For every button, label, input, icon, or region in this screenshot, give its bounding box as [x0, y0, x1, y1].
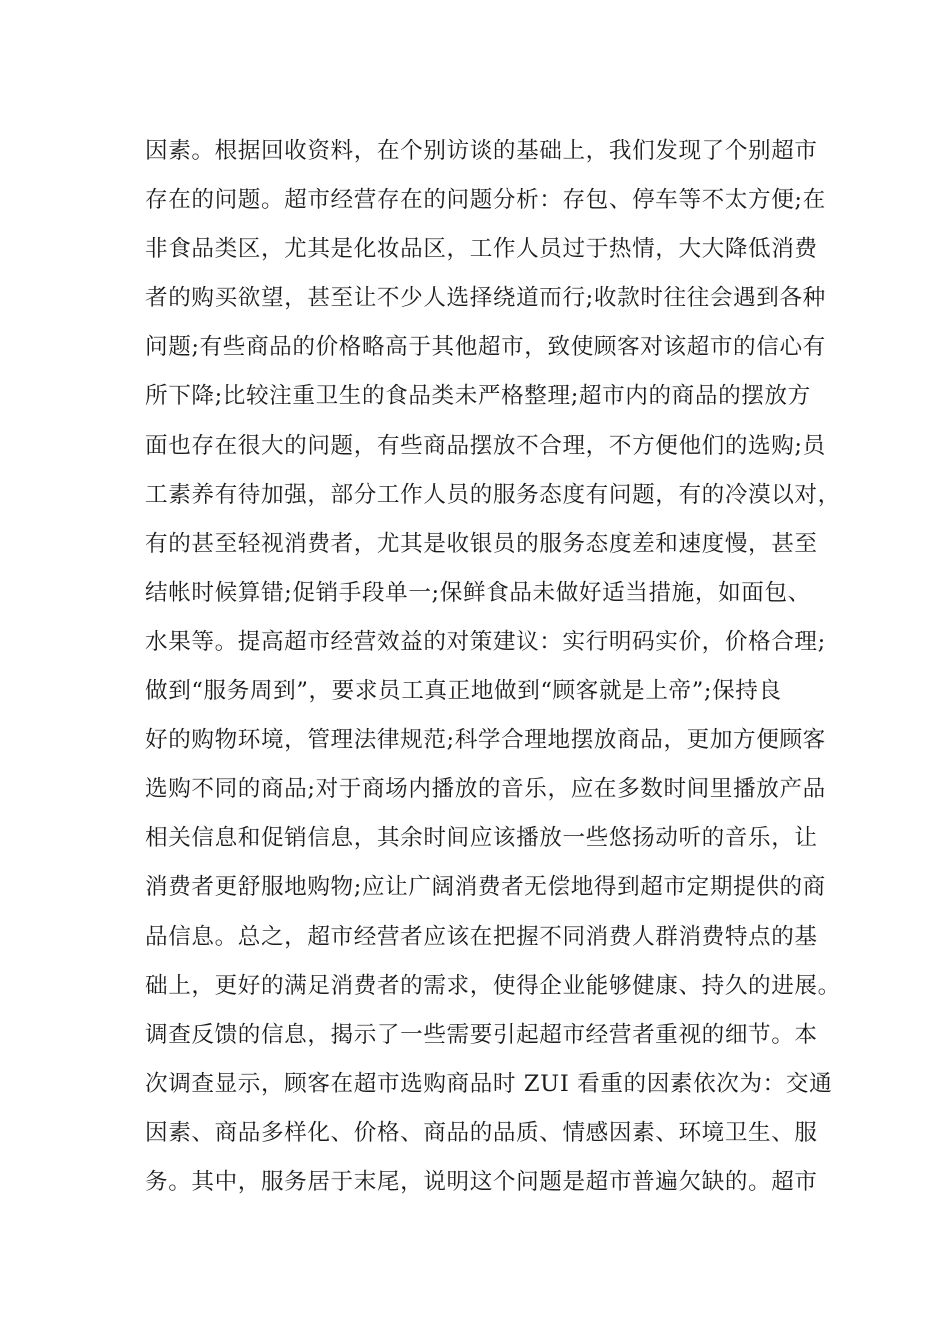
text-line: 结帐时候算错;促销手段单一;保鲜食品未做好适当措施，如面包、	[145, 579, 811, 606]
text-line: 者的购买欲望，甚至让不少人选择绕道而行;收款时往往会遇到各种	[145, 285, 826, 312]
text-line: 存在的问题。超市经营存在的问题分析：存包、停车等不太方便;在	[145, 187, 826, 214]
text-line: 因素。根据回收资料，在个别访谈的基础上，我们发现了个别超市	[145, 138, 818, 164]
text-line: 好的购物环境，管理法律规范;科学合理地摆放商品，更加方便顾客	[145, 727, 826, 754]
text-line: 面也存在很大的问题，有些商品摆放不合理，不方便他们的选购;员	[145, 432, 826, 459]
text-line: 所下降;比较注重卫生的食品类未严格整理;超市内的商品的摆放方	[145, 383, 811, 410]
text-line: 次调查显示，顾客在超市选购商品时 ZUI 看重的因素依次为：交通	[145, 1070, 833, 1097]
text-line: 非食品类区，尤其是化妆品区，工作人员过于热情，大大降低消费	[145, 236, 818, 263]
text-line: 调查反馈的信息，揭示了一些需要引起超市经营者重视的细节。本	[145, 1021, 818, 1048]
text-line: 问题;有些商品的价格略高于其他超市，致使顾客对该超市的信心有	[145, 334, 826, 361]
body-text	[145, 127, 841, 1207]
text-line: 工素养有待加强，部分工作人员的服务态度有问题，有的冷漠以对，	[145, 481, 841, 508]
text-line: 做到“服务周到”，要求员工真正地做到“顾客就是上帝”;保持良	[145, 678, 782, 705]
text-line: 消费者更舒服地购物;应让广阔消费者无偿地得到超市定期提供的商	[145, 874, 826, 901]
text-line: 础上，更好的满足消费者的需求，使得企业能够健康、持久的进展。	[145, 972, 841, 999]
text-line: 水果等。提高超市经营效益的对策建议：实行明码实价，价格合理;	[145, 628, 826, 655]
text-line: 选购不同的商品;对于商场内播放的音乐，应在多数时间里播放产品	[145, 776, 826, 803]
text-line: 相关信息和促销信息，其余时间应该播放一些悠扬动听的音乐，让	[145, 825, 818, 852]
text-line: 品信息。总之，超市经营者应该在把握不同消费人群消费特点的基	[145, 923, 818, 950]
text-line: 有的甚至轻视消费者，尤其是收银员的服务态度差和速度慢，甚至	[145, 530, 818, 557]
text-line: 务。其中，服务居于末尾，说明这个问题是超市普遍欠缺的。超市	[145, 1168, 818, 1195]
text-line: 因素、商品多样化、价格、商品的品质、情感因素、环境卫生、服	[145, 1119, 818, 1146]
